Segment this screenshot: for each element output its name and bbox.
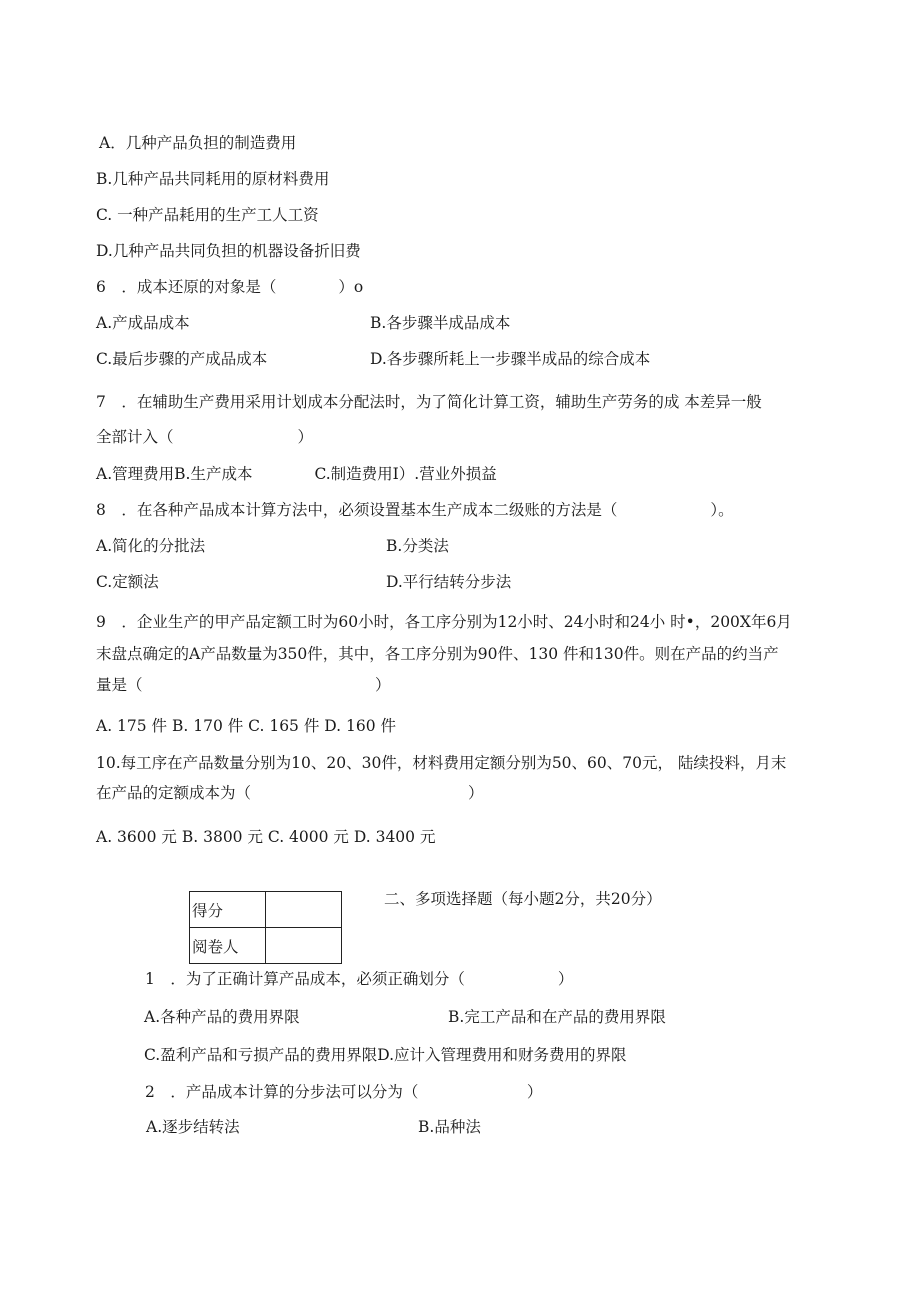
q5-option-a: A．几种产品负担的制造费用 bbox=[99, 134, 297, 152]
q8-question: 8 ．在各种产品成本计算方法中，必须设置基本生产成本二级账的方法是（ ）。 bbox=[96, 501, 734, 519]
q8-option-a: A.简化的分批法 bbox=[96, 537, 206, 555]
q5-option-c: C. 一种产品耗用的生产工人工资 bbox=[96, 206, 319, 224]
m1-question: 1 ．为了正确计算产品成本，必须正确划分（ ） bbox=[145, 970, 574, 988]
q10-options: A. 3600 元 B. 3800 元 C. 4000 元 D. 3400 元 bbox=[96, 828, 436, 846]
q5-option-b: B.几种产品共同耗用的原材料费用 bbox=[96, 170, 330, 188]
q7-question-line2: 全部计入（ ） bbox=[96, 428, 314, 446]
m2-question: 2 ．产品成本计算的分步法可以分为（ ） bbox=[145, 1083, 543, 1101]
q6-option-d: D.各步骤所耗上一步骤半成品的综合成本 bbox=[370, 350, 651, 368]
q6-question: 6 ．成本还原的对象是（ ）o bbox=[96, 278, 364, 296]
score-label: 得分 bbox=[190, 892, 266, 928]
q9-options: A. 175 件 B. 170 件 C. 165 件 D. 160 件 bbox=[96, 717, 397, 735]
q6-option-a: A.产成品成本 bbox=[96, 314, 190, 332]
q7-question-line1: 7 ．在辅助生产费用采用计划成本分配法时，为了简化计算工资，辅助生产劳务的成 本差异一般 bbox=[96, 393, 762, 411]
q9-question-line2: 末盘点确定的A产品数量为350件，其中，各工序分别为90件、130 件和130件。则在产品的约当产 bbox=[96, 645, 779, 663]
section2-title: 二、多项选择题（每小题2分，共20分） bbox=[384, 890, 662, 908]
q8-option-c: C.定额法 bbox=[96, 573, 159, 591]
q6-option-b: B.各步骤半成品成本 bbox=[370, 314, 511, 332]
q5-option-d: D.几种产品共同负担的机器设备折旧费 bbox=[96, 242, 361, 260]
q9-question-line1: 9 ．企业生产的甲产品定额工时为60小时，各工序分别为12小时、24小时和24小 时•，200X年6月 bbox=[96, 613, 792, 631]
m1-option-a: A.各种产品的费用界限 bbox=[144, 1008, 300, 1026]
q7-options: A.管理费用B.生产成本 C.制造费用I）.营业外损益 bbox=[96, 465, 497, 483]
q8-option-d: D.平行结转分步法 bbox=[386, 573, 512, 591]
q8-option-b: B.分类法 bbox=[386, 537, 449, 555]
q10-question-line2: 在产品的定额成本为（ ） bbox=[96, 784, 484, 802]
q10-question-line1: 10.每工序在产品数量分别为10、20、30件，材料费用定额分别为50、60、70元， 陆续投料，月末 bbox=[96, 754, 787, 772]
m1-option-cd: C.盈利产品和亏损产品的费用界限D.应计入管理费用和财务费用的界限 bbox=[144, 1046, 627, 1064]
grader-value-cell bbox=[266, 928, 342, 964]
grader-label: 阅卷人 bbox=[190, 928, 266, 964]
m2-option-a: A.逐步结转法 bbox=[146, 1118, 240, 1136]
score-value-cell bbox=[266, 892, 342, 928]
m1-option-b: B.完工产品和在产品的费用界限 bbox=[448, 1008, 666, 1026]
score-table bbox=[189, 891, 342, 964]
q6-option-c: C.最后步骤的产成品成本 bbox=[96, 350, 268, 368]
q9-question-line3: 量是（ ） bbox=[96, 676, 391, 694]
m2-option-b: B.品种法 bbox=[418, 1118, 481, 1136]
